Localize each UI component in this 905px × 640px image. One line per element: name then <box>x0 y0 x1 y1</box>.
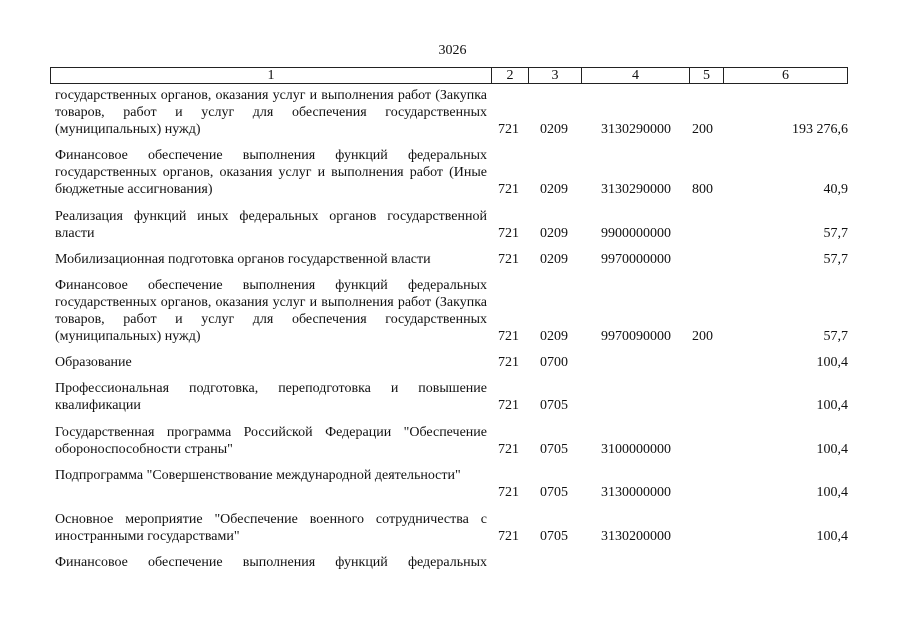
row-col-6: 57,7 <box>823 329 848 344</box>
row-col-2: 721 <box>498 226 519 241</box>
row-col-3: 0705 <box>540 442 568 457</box>
header-col-6: 6 <box>723 68 847 83</box>
row-name: Основное мероприятие "Обеспечение военного сотрудничества с иностранными государствами" <box>55 512 487 544</box>
row-col-2: 721 <box>498 122 519 137</box>
header-col-5: 5 <box>689 68 723 83</box>
row-col-2: 721 <box>498 442 519 457</box>
row-col-2: 721 <box>498 485 519 500</box>
table-row <box>0 380 905 414</box>
row-col-6: 57,7 <box>823 252 848 267</box>
row-col-2: 721 <box>498 398 519 413</box>
row-col-3: 0700 <box>540 355 568 370</box>
header-col-3: 3 <box>528 68 581 83</box>
row-col-5: 200 <box>692 329 713 344</box>
row-name: Финансовое обеспечение выполнения функций федеральных государственных органов, оказания услуг и выполнения работ (Закупка товаров, работ и услуг для обеспечения государственных (муниципальных) нужд) <box>55 278 487 344</box>
row-col-3: 0209 <box>540 182 568 197</box>
row-col-2: 721 <box>498 252 519 267</box>
row-col-4: 9970000000 <box>601 252 671 267</box>
row-col-2: 721 <box>498 329 519 344</box>
table-row <box>0 277 905 345</box>
row-name: Реализация функций иных федеральных органов государственной власти <box>55 209 487 241</box>
row-col-6: 40,9 <box>823 182 848 197</box>
row-col-3: 0209 <box>540 226 568 241</box>
row-name: Мобилизационная подготовка органов государственной власти <box>55 252 431 267</box>
table-row <box>0 554 905 571</box>
row-col-4: 3130200000 <box>601 529 671 544</box>
row-col-2: 721 <box>498 529 519 544</box>
header-col-2: 2 <box>491 68 528 83</box>
row-col-4: 3100000000 <box>601 442 671 457</box>
table-row <box>0 208 905 242</box>
header-col-1: 1 <box>267 68 275 83</box>
table-row <box>0 354 905 371</box>
row-col-6: 100,4 <box>816 355 848 370</box>
row-col-3: 0209 <box>540 329 568 344</box>
row-name: Подпрограмма "Совершенствование международной деятельности" <box>55 468 461 483</box>
table-row <box>0 87 905 138</box>
row-col-4: 9900000000 <box>601 226 671 241</box>
row-col-5: 800 <box>692 182 713 197</box>
row-col-5: 200 <box>692 122 713 137</box>
table-row <box>0 251 905 268</box>
row-col-4: 3130290000 <box>601 122 671 137</box>
row-col-4: 9970090000 <box>601 329 671 344</box>
row-col-6: 100,4 <box>816 529 848 544</box>
row-col-6: 57,7 <box>823 226 848 241</box>
row-col-6: 100,4 <box>816 398 848 413</box>
row-name: Образование <box>55 355 132 370</box>
row-col-3: 0705 <box>540 485 568 500</box>
table-row <box>0 467 905 501</box>
row-col-6: 193 276,6 <box>792 122 848 137</box>
row-name: Финансовое обеспечение выполнения функций федеральных <box>55 555 487 570</box>
row-col-6: 100,4 <box>816 442 848 457</box>
row-col-3: 0209 <box>540 252 568 267</box>
page-number: 3026 <box>438 43 467 58</box>
row-col-2: 721 <box>498 355 519 370</box>
row-col-3: 0209 <box>540 122 568 137</box>
row-col-2: 721 <box>498 182 519 197</box>
row-name: Финансовое обеспечение выполнения функций федеральных государственных органов, оказания услуг и выполнения работ (Иные бюджетные ассигнования) <box>55 148 487 197</box>
row-name: государственных органов, оказания услуг и выполнения работ (Закупка товаров, работ и услуг для обеспечения государственных (муниципальных) нужд) <box>55 88 487 137</box>
row-name: Профессиональная подготовка, переподготовка и повышение квалификации <box>55 381 487 413</box>
header-col-4: 4 <box>581 68 689 83</box>
table-row <box>0 147 905 198</box>
row-col-4: 3130000000 <box>601 485 671 500</box>
table-row <box>0 424 905 458</box>
row-col-3: 0705 <box>540 529 568 544</box>
row-col-3: 0705 <box>540 398 568 413</box>
table-row <box>0 511 905 545</box>
row-col-6: 100,4 <box>816 485 848 500</box>
row-name: Государственная программа Российской Федерации "Обеспечение обороноспособности страны" <box>55 425 487 457</box>
row-col-4: 3130290000 <box>601 182 671 197</box>
